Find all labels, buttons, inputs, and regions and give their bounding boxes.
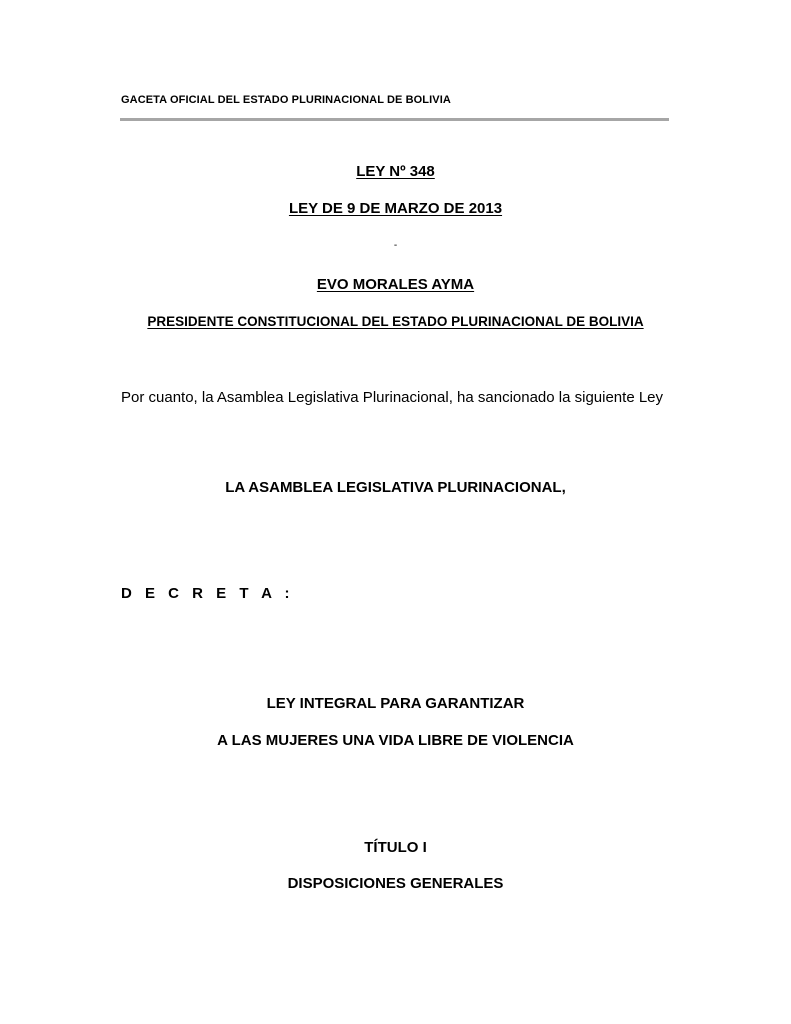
- law-number: LEY Nº 348: [356, 163, 435, 180]
- title-name: DISPOSICIONES GENERALES: [287, 875, 504, 892]
- title-number: TÍTULO I: [364, 839, 427, 856]
- preamble-paragraph: Por cuanto, la Asamblea Legislativa Plurinacional, ha sancionado la siguiente Ley: [121, 389, 664, 406]
- decreta-heading: D E C R E T A :: [121, 585, 295, 602]
- gazette-header-title: GACETA OFICIAL DEL ESTADO PLURINACIONAL DE BOLIVIA: [121, 94, 451, 106]
- assembly-heading: LA ASAMBLEA LEGISLATIVA PLURINACIONAL,: [225, 479, 566, 496]
- president-title: PRESIDENTE CONSTITUCIONAL DEL ESTADO PLURINACIONAL DE BOLIVIA: [147, 314, 644, 329]
- header-divider: [120, 118, 669, 121]
- law-title-line-2: A LAS MUJERES UNA VIDA LIBRE DE VIOLENCIA: [217, 732, 574, 749]
- law-date: LEY DE 9 DE MARZO DE 2013: [288, 200, 503, 217]
- law-title-line-1: LEY INTEGRAL PARA GARANTIZAR: [266, 695, 525, 712]
- president-name: EVO MORALES AYMA: [316, 276, 475, 293]
- separator-dash: -: [393, 240, 398, 251]
